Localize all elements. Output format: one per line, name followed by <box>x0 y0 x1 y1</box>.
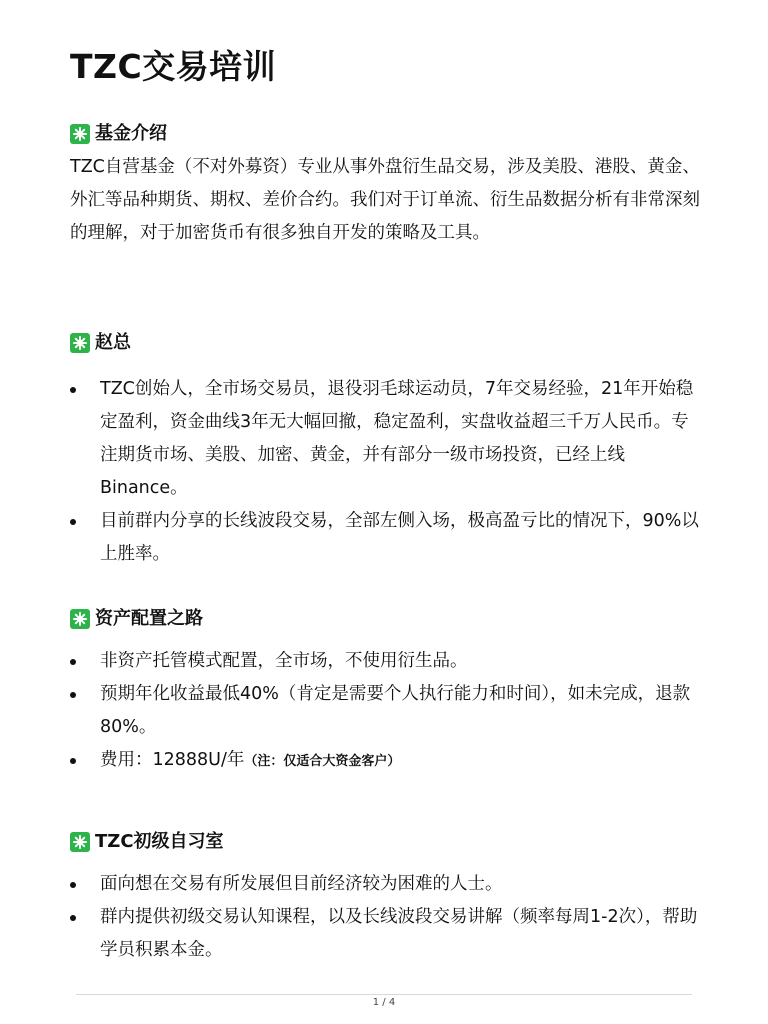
section-heading-text: 资产配置之路 <box>95 608 203 629</box>
bullet-dot <box>70 387 76 393</box>
list-item <box>70 678 700 744</box>
section-study-room <box>70 828 710 967</box>
bullet-dot <box>70 915 76 921</box>
bullet-dot <box>70 692 76 698</box>
bullet-list-study-room <box>70 868 710 967</box>
list-item-fee <box>70 744 700 778</box>
fee-label: 费用： <box>100 750 153 770</box>
section-heading-text: TZC初级自习室 <box>95 831 224 852</box>
section-zhao <box>70 329 710 571</box>
list-item <box>70 373 700 505</box>
list-item <box>70 645 700 678</box>
fee-value: 12888U/年 <box>152 750 245 770</box>
fee-note: （注：仅适合大资金客户） <box>244 754 401 769</box>
list-item <box>70 868 700 901</box>
section-heading-text: 基金介绍 <box>95 123 167 144</box>
list-item-text: 群内提供初级交易认知课程，以及长线波段交易讲解（频率每周1-2次），帮助学员积累本金。 <box>100 907 698 960</box>
eight-spoked-asterisk-icon <box>70 333 90 353</box>
bullet-list-allocation <box>70 645 710 778</box>
section-body-fund: TZC自营基金（不对外募资）专业从事外盘衍生品交易，涉及美股、港股、黄金、外汇等品种期货、期权、差价合约。我们对于订单流、衍生品数据分析有非常深刻的理解，对于加密货币有很多独自开发的策略及工具。 <box>70 157 700 243</box>
section-fund <box>70 120 710 250</box>
eight-spoked-asterisk-icon <box>70 832 90 852</box>
list-item-text: 目前群内分享的长线波段交易，全部左侧入场，极高盈亏比的情况下，90%以上胜率。 <box>100 511 699 564</box>
section-heading-text: 赵总 <box>95 332 131 353</box>
eight-spoked-asterisk-icon <box>70 609 90 629</box>
bullet-dot <box>70 758 76 764</box>
section-heading-study-room <box>70 828 710 856</box>
section-allocation <box>70 605 710 778</box>
list-item <box>70 901 700 967</box>
section-heading-fund <box>70 120 710 148</box>
list-item-text: 非资产托管模式配置，全市场，不使用衍生品。 <box>100 651 468 671</box>
bullet-dot <box>70 882 76 888</box>
page-number: 1 / 4 <box>372 997 396 1008</box>
bullet-list-zhao <box>70 373 710 571</box>
footer-divider <box>76 994 692 995</box>
bullet-dot <box>70 519 76 525</box>
section-heading-zhao <box>70 329 710 357</box>
page-title: TZC交易培训 <box>70 47 277 86</box>
list-item <box>70 505 700 571</box>
eight-spoked-asterisk-icon <box>70 124 90 144</box>
list-item-text: 预期年化收益最低40%（肯定是需要个人执行能力和时间），如未完成，退款80%。 <box>100 684 691 737</box>
list-item-text: TZC创始人，全市场交易员，退役羽毛球运动员，7年交易经验，21年开始稳定盈利，资金曲线3年无大幅回撤，稳定盈利，实盘收益超三千万人民币。专注期货市场、美股、加密、黄金，并有部分一级市场投资，已经上线Binance。 <box>100 379 694 498</box>
bullet-dot <box>70 659 76 665</box>
section-heading-allocation <box>70 605 710 633</box>
list-item-text: 面向想在交易有所发展但目前经济较为困难的人士。 <box>100 874 503 894</box>
